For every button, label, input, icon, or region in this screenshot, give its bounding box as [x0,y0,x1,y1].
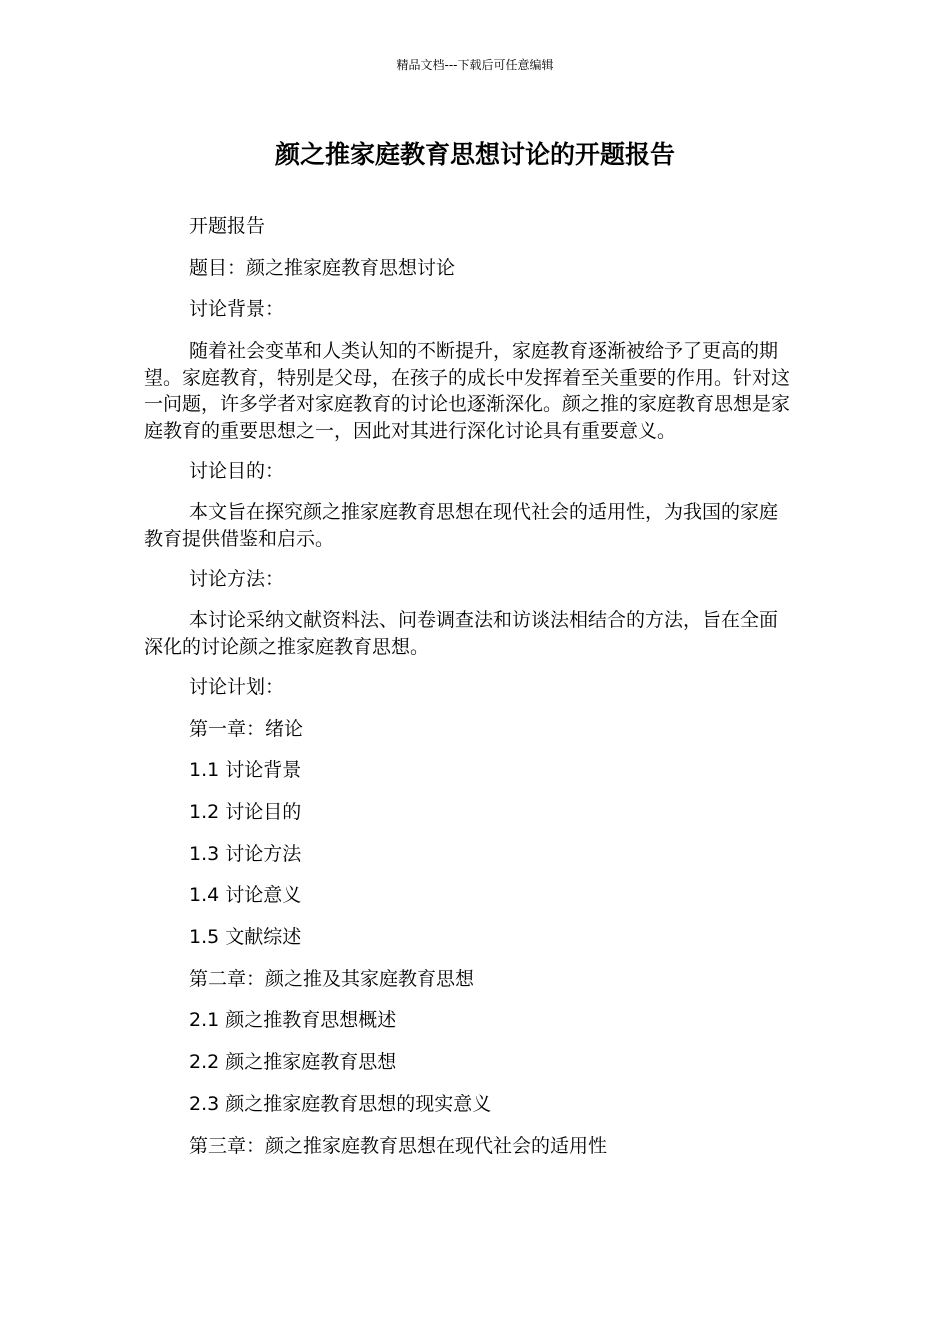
document-body [144,213,792,1174]
section-2-1: 2.1 颜之推教育思想概述 [189,1009,397,1032]
page-header-note: 精品文档---下载后可任意编辑 [396,58,554,72]
heading-background: 讨论背景： [189,298,285,321]
section-1-1: 1.1 讨论背景 [189,759,302,782]
section-2-2: 2.2 颜之推家庭教育思想 [189,1051,397,1074]
section-2-3: 2.3 颜之推家庭教育思想的现实意义 [189,1092,492,1115]
section-1-3: 1.3 讨论方法 [189,842,302,865]
heading-method: 讨论方法： [189,567,285,590]
paragraph-method: 本讨论采纳文献资料法、问卷调查法和访谈法相结合的方法，旨在全面深化的讨论颜之推家庭教育思想。 [144,609,779,658]
paragraph-background: 随着社会变革和人类认知的不断提升，家庭教育逐渐被给予了更高的期望。家庭教育，特别是父母，在孩子的成长中发挥着至关重要的作用。针对这一问题，许多学者对家庭教育的讨论也逐渐深化。颜之推的家庭教育思想是家庭教育的重要思想之一，因此对其进行深化讨论具有重要意义。 [144,340,791,442]
paragraph-purpose: 本文旨在探究颜之推家庭教育思想在现代社会的适用性，为我国的家庭教育提供借鉴和启示。 [144,501,779,550]
section-1-2: 1.2 讨论目的 [189,801,302,823]
chapter-1: 第一章：绪论 [189,717,304,740]
paragraph-topic: 题目：颜之推家庭教育思想讨论 [189,256,456,279]
section-1-5: 1.5 文献综述 [189,926,302,949]
section-1-4: 1.4 讨论意义 [189,884,302,907]
chapter-3: 第三章：颜之推家庭教育思想在现代社会的适用性 [189,1134,608,1157]
paragraph-report-label: 开题报告 [189,215,266,237]
chapter-2: 第二章：颜之推及其家庭教育思想 [189,967,475,990]
heading-purpose: 讨论目的： [189,459,285,482]
document-title: 颜之推家庭教育思想讨论的开题报告 [274,140,675,169]
heading-plan: 讨论计划： [189,675,285,698]
